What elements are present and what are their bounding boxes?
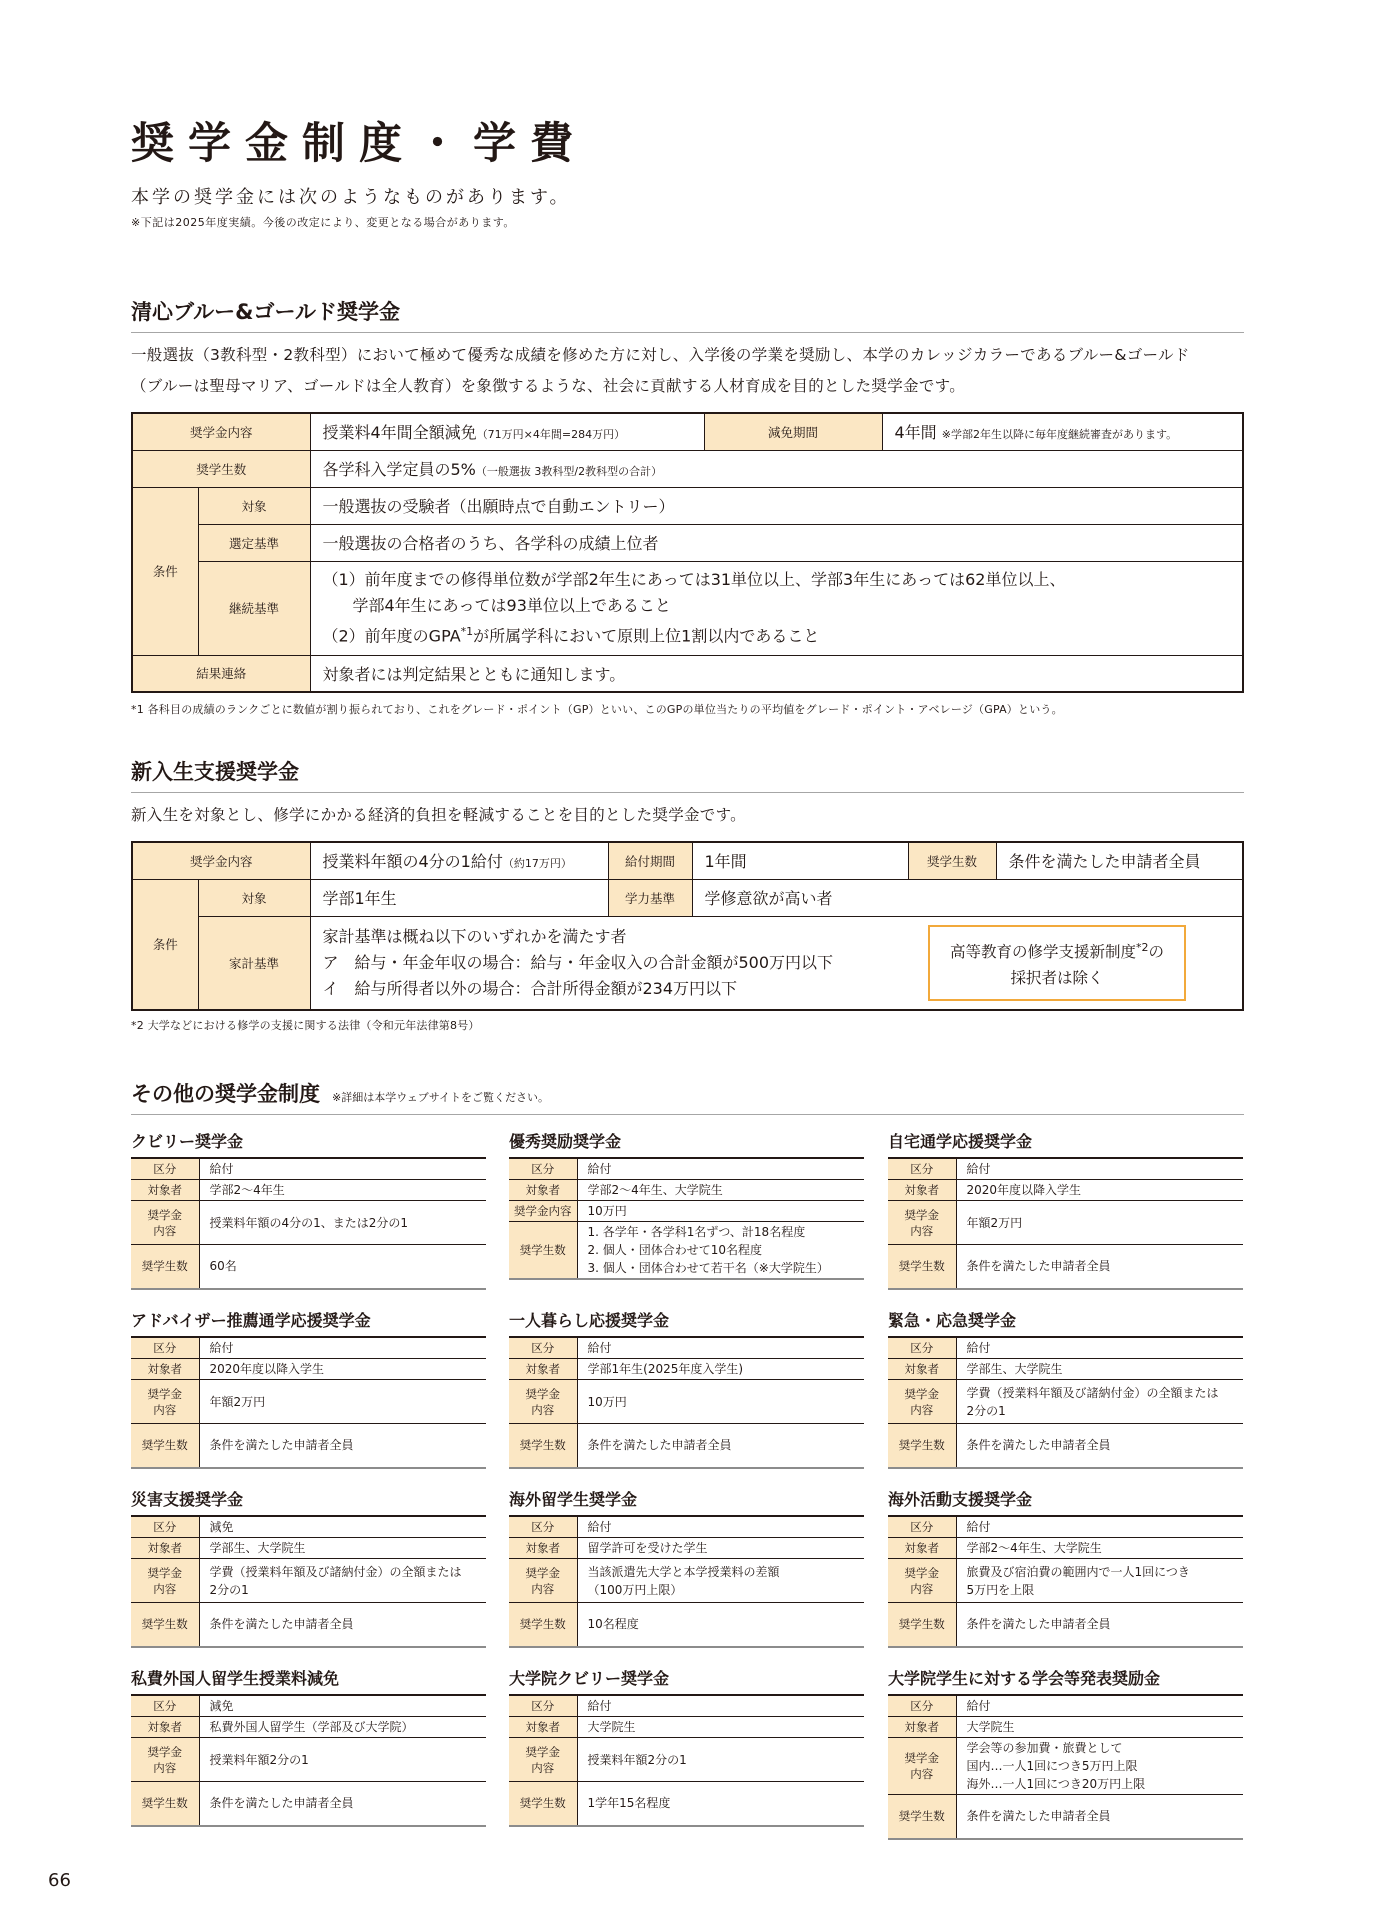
row-label: 奨学生数 [131,1424,199,1468]
content-note: （約17万円） [502,857,572,871]
table-row [509,1158,864,1180]
content-value: 授業料4年間全額減免 [322,423,477,443]
section-heading-text: 新入生支援奨学金 [131,760,299,784]
scholarship-title: 大学院学生に対する学会等発表奨励金 [888,1669,1161,1688]
row-value: 学部生、大学院生 [956,1359,1243,1380]
row-value: 条件を満たした申請者全員 [199,1603,486,1647]
continuation-text: （2）前年度のGPA [322,626,461,646]
scholarship-table [131,1157,486,1290]
row-label: 対象者 [888,1180,956,1201]
section-heading-text: 清心ブルー&ゴールド奨学金 [131,300,401,324]
scholarship-table [888,1515,1243,1648]
page-number: 66 [48,1870,71,1891]
row-value: 条件を満たした申請者全員 [577,1424,864,1468]
table-row [509,1180,864,1201]
table-row [131,1695,486,1717]
continuation-text: が所属学科において原則上位1割以内であること [473,626,820,646]
scholarship-card [131,1310,486,1469]
table-row [888,1695,1243,1717]
table-row [131,1201,486,1245]
row-value: 条件を満たした申請者全員 [199,1782,486,1826]
table-row [131,1359,486,1380]
household-wrap [323,924,1231,1002]
row-value: 学費（授業料年額及び諸納付金）の全額または 2分の1 [199,1559,486,1603]
table-row [509,1337,864,1359]
row-value: 給付 [956,1158,1243,1180]
scholarship-card [509,1489,864,1648]
table-row [509,1782,864,1826]
table-row [131,1245,486,1289]
table-row [888,1795,1243,1839]
row-value: 給付 [199,1158,486,1180]
label-period: 給付期間 [608,842,692,879]
row-label: 区分 [888,1158,956,1180]
household-line: イ 給与所得者以外の場合：合計所得金額が234万円以下 [322,978,738,998]
continuation-line: 学部4年生にあっては93単位以上であること [352,595,671,615]
row-value: 減免 [199,1695,486,1717]
row-value: 授業料年額2分の1 [199,1738,486,1782]
value-target: 学部1年生 [310,879,608,916]
row-label: 奨学生数 [131,1782,199,1826]
row-label: 区分 [509,1337,577,1359]
table-row [131,1337,486,1359]
row-value: 1学年15名程度 [577,1782,864,1826]
table-row [888,1603,1243,1647]
row-label: 区分 [888,1337,956,1359]
row-label: 区分 [131,1337,199,1359]
household-line: 家計基準は概ね以下のいずれかを満たす者 [322,926,627,946]
scholarship-table [509,1336,864,1469]
row-value: 給付 [577,1337,864,1359]
table-row [131,1717,486,1738]
new-student-table [131,841,1244,1011]
value-selection: 一般選抜の合格者のうち、各学科の成績上位者 [310,524,1243,561]
table-row [509,1738,864,1782]
table-row [509,1424,864,1468]
row-label: 奨学生数 [888,1795,956,1839]
scholarship-title: クビリー奨学金 [131,1132,244,1151]
scholarship-title: 大学院クビリー奨学金 [509,1669,670,1688]
household-line: ア 給与・年金年収の場合：給与・年金収入の合計金額が500万円以下 [322,952,834,972]
scholarship-card [131,1131,486,1290]
label-target: 対象 [198,487,310,524]
label-content: 奨学金内容 [132,413,310,450]
row-label: 対象者 [131,1359,199,1380]
row-label: 対象者 [888,1538,956,1559]
table-row [888,1337,1243,1359]
scholarship-title: アドバイザー推薦通学応援奨学金 [131,1311,371,1330]
scholarship-table [131,1515,486,1648]
row-label: 奨学生数 [131,1245,199,1289]
scholarship-card [131,1489,486,1648]
scholarship-card [509,1668,864,1827]
row-label: 区分 [131,1516,199,1538]
scholarship-title: 海外活動支援奨学金 [888,1490,1033,1509]
row-label: 奨学生数 [888,1603,956,1647]
row-label: 奨学金 内容 [509,1559,577,1603]
footnote-ref: *2 [1135,940,1149,954]
footnote-2: *2 大学などにおける修学の支援に関する法律（令和元年法律第8号） [131,1019,480,1032]
row-label: 奨学金 内容 [509,1738,577,1782]
row-label: 区分 [888,1695,956,1717]
scholarship-table [509,1515,864,1648]
row-value: 学部2～4年生、大学院生 [956,1538,1243,1559]
row-label: 奨学生数 [509,1222,577,1280]
table-row [131,1516,486,1538]
value-academic: 学修意欲が高い者 [692,879,1243,916]
label-academic: 学力基準 [608,879,692,916]
footnote-1: *1 各科目の成績のランクごとに数値が割り振られており、これをグレード・ポイント（GP）といい、このGPの単位当たりの平均値をグレード・ポイント・アベレージ（GPA）という。 [131,703,1063,716]
row-label: 奨学金 内容 [888,1559,956,1603]
scholarship-title: 自宅通学応援奨学金 [888,1132,1033,1151]
row-label: 奨学生数 [509,1782,577,1826]
exclusion-line: 採択者は除く [1010,968,1104,987]
row-label: 対象者 [888,1717,956,1738]
table-row [509,1516,864,1538]
continuation-line: （1）前年度までの修得単位数が学部2年生にあっては31単位以上、学部3年生にあっては62単位以上、 [322,569,1066,589]
section-heading-note: ※詳細は本学ウェブサイトをご覧ください。 [332,1091,550,1104]
table-row [888,1424,1243,1468]
row-value: 1. 各学年・各学科1名ずつ、計18名程度 2. 個人・団体合わせて10名程度 3. 個人・団体合わせて若干名（※大学院生） [577,1222,864,1280]
row-label: 奨学金 内容 [131,1201,199,1245]
table-row [131,1158,486,1180]
row-value: 学費（授業料年額及び諸納付金）の全額または 2分の1 [956,1380,1243,1424]
row-label: 奨学金 内容 [888,1738,956,1795]
row-value: 減免 [199,1516,486,1538]
scholarship-table [509,1157,864,1280]
row-value: 年額2万円 [199,1380,486,1424]
row-value: 大学院生 [577,1717,864,1738]
table-row [131,1180,486,1201]
row-value: 私費外国人留学生（学部及び大学院） [199,1717,486,1738]
table-row [888,1738,1243,1795]
row-label: 奨学生数 [888,1245,956,1289]
value-household [310,916,1243,1010]
scholarship-title: 海外留学生奨学金 [509,1490,638,1509]
row-value: 2020年度以降入学生 [199,1359,486,1380]
row-value: 給付 [577,1516,864,1538]
label-selection: 選定基準 [198,524,310,561]
row-value: 学会等の参加費・旅費として 国内…一人1回につき5万円上限 海外…一人1回につき20万円上限 [956,1738,1243,1795]
row-label: 区分 [888,1516,956,1538]
row-value: 10万円 [577,1380,864,1424]
row-value: 授業料年額の4分の1、または2分の1 [199,1201,486,1245]
row-value: 2020年度以降入学生 [956,1180,1243,1201]
scholarship-card [509,1131,864,1280]
value-content [310,413,704,450]
footnote-ref: *1 [460,624,474,638]
scholarship-card [888,1310,1243,1469]
row-value: 大学院生 [956,1717,1243,1738]
label-num: 奨学生数 [132,450,310,487]
row-label: 対象者 [509,1180,577,1201]
content-value: 授業料年額の4分の1給付 [322,852,503,872]
row-label: 奨学金 内容 [888,1380,956,1424]
table-row [509,1559,864,1603]
value-period [882,413,1243,450]
row-label: 奨学生数 [131,1603,199,1647]
row-value: 給付 [199,1337,486,1359]
scholarship-table [509,1694,864,1827]
label-result: 結果連絡 [132,655,310,692]
label-continuation: 継続基準 [198,561,310,655]
row-value: 留学許可を受けた学生 [577,1538,864,1559]
scholarship-title: 災害支援奨学金 [131,1490,244,1509]
row-value: 給付 [956,1516,1243,1538]
table-row [131,1380,486,1424]
row-label: 対象者 [131,1538,199,1559]
row-value: 学部2～4年生 [199,1180,486,1201]
row-label: 対象者 [509,1717,577,1738]
row-value: 給付 [577,1158,864,1180]
row-label: 区分 [509,1158,577,1180]
row-value: 当該派遣先大学と本学授業料の差額 （100万円上限） [577,1559,864,1603]
row-label: 奨学金 内容 [131,1380,199,1424]
page-lead: 本学の奨学金には次のようなものがあります。 [131,187,571,208]
exclusion-text: の [1148,942,1164,961]
value-period: 1年間 [692,842,908,879]
scholarship-card [131,1668,486,1827]
row-value: 給付 [956,1337,1243,1359]
scholarship-table [888,1694,1243,1840]
value-content [310,842,608,879]
row-label: 奨学金内容 [509,1201,577,1222]
num-value: 各学科入学定員の5% [322,460,476,479]
section-heading-new-student [131,756,1244,793]
row-value: 学部1年生(2025年度入学生) [577,1359,864,1380]
scholarship-card [509,1310,864,1469]
table-row [888,1158,1243,1180]
table-row [888,1559,1243,1603]
row-value: 60名 [199,1245,486,1289]
scholarship-table [131,1336,486,1469]
table-row [888,1380,1243,1424]
label-conditions: 条件 [132,879,198,1010]
row-label: 区分 [509,1516,577,1538]
row-label: 奨学金 内容 [509,1380,577,1424]
row-value: 年額2万円 [956,1201,1243,1245]
label-content: 奨学金内容 [132,842,310,879]
row-value: 学部2～4年生、大学院生 [577,1180,864,1201]
description-line: 一般選抜（3教科型・2教科型）において極めて優秀な成績を修めた方に対し、入学後の学業を奨励し、本学のカレッジカラーであるブルー&ゴールド [131,346,1190,364]
content-note: （71万円×4年間=284万円） [476,428,626,442]
new-student-description: 新入生を対象とし、修学にかかる経済的負担を軽減することを目的とした奨学金です。 [131,806,746,824]
table-row [888,1245,1243,1289]
page-title: 奨学金制度・学費 [131,119,587,169]
row-value: 条件を満たした申請者全員 [956,1795,1243,1839]
section-heading-others [131,1078,1244,1115]
scholarship-title: 優秀奨励奨学金 [509,1132,622,1151]
table-row [888,1516,1243,1538]
row-label: 対象者 [131,1180,199,1201]
row-label: 奨学生数 [888,1424,956,1468]
row-value: 授業料年額2分の1 [577,1738,864,1782]
period-value: 4年間 [894,423,937,443]
row-label: 対象者 [509,1538,577,1559]
row-label: 奨学金 内容 [131,1559,199,1603]
row-label: 対象者 [131,1717,199,1738]
row-label: 区分 [131,1695,199,1717]
scholarship-title: 私費外国人留学生授業料減免 [131,1669,340,1688]
table-row [888,1538,1243,1559]
table-row [888,1359,1243,1380]
table-row [131,1424,486,1468]
table-row [888,1717,1243,1738]
row-label: 奨学生数 [509,1603,577,1647]
section-heading-blue-gold [131,296,1244,333]
num-note: （一般選抜 3教科型/2教科型の合計） [475,465,663,478]
row-label: 区分 [131,1158,199,1180]
row-label: 奨学金 内容 [888,1201,956,1245]
value-num [310,450,1243,487]
row-value: 条件を満たした申請者全員 [956,1603,1243,1647]
value-result: 対象者には判定結果とともに通知します。 [310,655,1243,692]
row-label: 対象者 [888,1359,956,1380]
label-conditions: 条件 [132,487,198,655]
row-value: 旅費及び宿泊費の範囲内で一人1回につき 5万円を上限 [956,1559,1243,1603]
table-row [509,1603,864,1647]
table-row [888,1201,1243,1245]
row-label: 対象者 [509,1359,577,1380]
exclusion-line [950,935,1164,965]
period-note: ※学部2年生以降に毎年度継続審査があります。 [941,428,1178,442]
row-value: 給付 [956,1695,1243,1717]
table-row [509,1538,864,1559]
row-label: 区分 [509,1695,577,1717]
row-value: 条件を満たした申請者全員 [199,1424,486,1468]
table-row [131,1782,486,1826]
description-line: （ブルーは聖母マリア、ゴールドは全人教育）を象徴するような、社会に貢献する人材育成を目的とした奨学金です。 [131,377,965,395]
scholarship-table [131,1694,486,1827]
value-num: 条件を満たした申請者全員 [996,842,1243,879]
label-period: 減免期間 [704,413,882,450]
scholarship-table [888,1336,1243,1469]
blue-gold-table [131,412,1244,693]
label-num: 奨学生数 [908,842,996,879]
table-row [888,1180,1243,1201]
row-value: 学部生、大学院生 [199,1538,486,1559]
row-value: 給付 [577,1695,864,1717]
scholarship-card [888,1131,1243,1290]
table-row [509,1222,864,1280]
table-row [131,1603,486,1647]
label-target: 対象 [198,879,310,916]
row-value: 10万円 [577,1201,864,1222]
scholarship-table [888,1157,1243,1290]
row-label: 奨学金 内容 [131,1738,199,1782]
row-value: 条件を満たした申請者全員 [956,1424,1243,1468]
exclusion-text: 高等教育の修学支援新制度 [949,942,1136,961]
table-row [131,1738,486,1782]
table-row [509,1201,864,1222]
table-row [509,1359,864,1380]
table-row [509,1717,864,1738]
table-row [509,1380,864,1424]
household-text [323,924,834,1002]
table-row [131,1538,486,1559]
row-value: 10名程度 [577,1603,864,1647]
row-label: 奨学生数 [509,1424,577,1468]
scholarship-card [888,1489,1243,1648]
page-note: ※下記は2025年度実績。今後の改定により、変更となる場合があります。 [131,216,515,229]
label-household: 家計基準 [198,916,310,1010]
table-row [131,1559,486,1603]
continuation-line [323,619,1231,649]
scholarship-card [888,1668,1243,1840]
blue-gold-description [131,340,1190,402]
exclusion-box [928,925,1186,1001]
scholarship-title: 緊急・応急奨学金 [888,1311,1017,1330]
section-heading-text: その他の奨学金制度 [131,1082,320,1106]
value-continuation [310,561,1243,655]
row-value: 条件を満たした申請者全員 [956,1245,1243,1289]
value-target: 一般選抜の受験者（出願時点で自動エントリー） [310,487,1243,524]
scholarship-title: 一人暮らし応援奨学金 [509,1311,670,1330]
table-row [509,1695,864,1717]
